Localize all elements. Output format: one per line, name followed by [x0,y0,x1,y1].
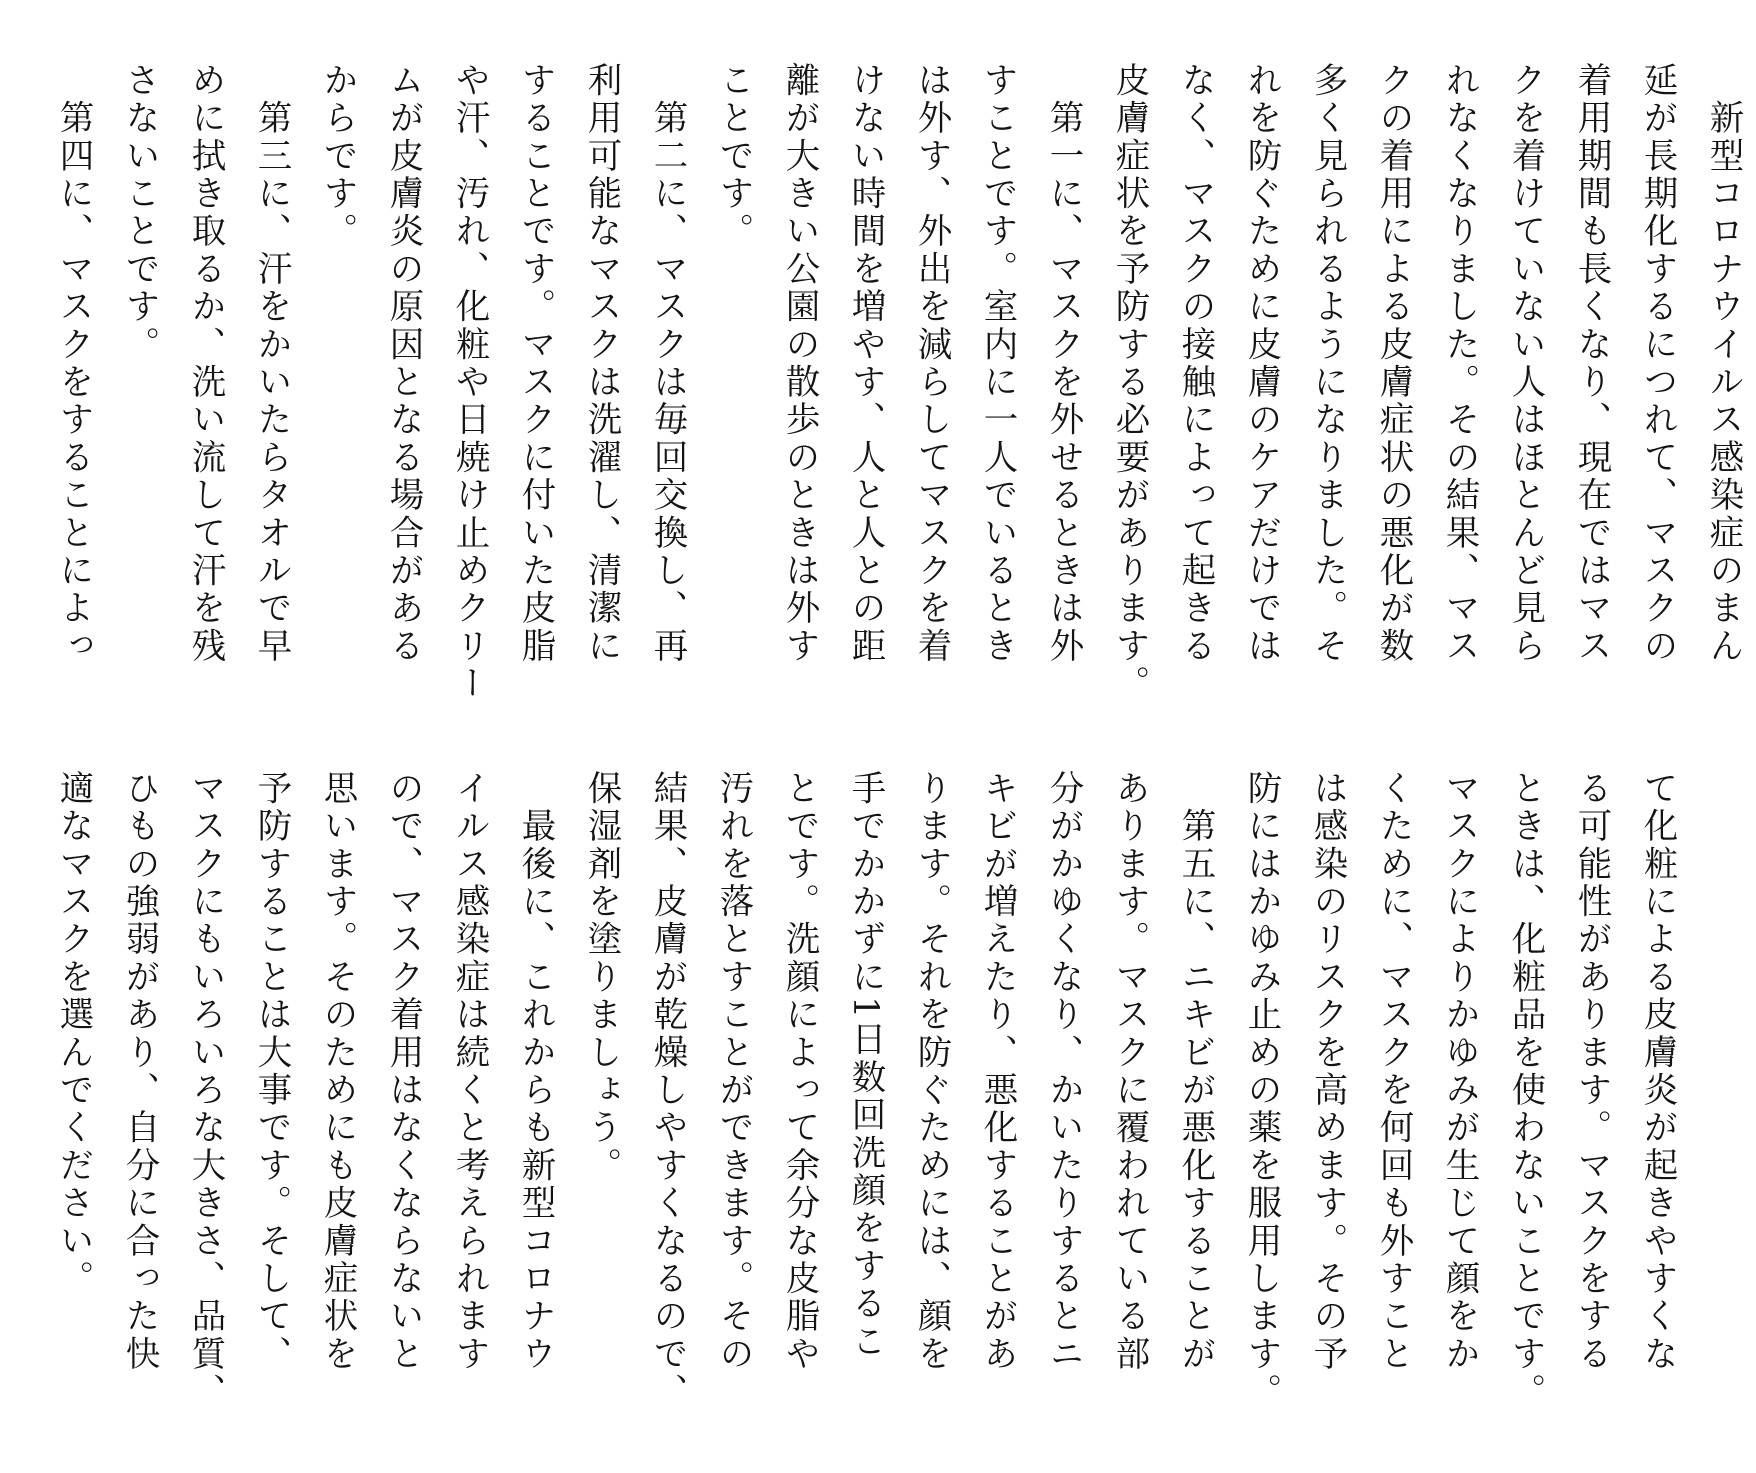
article-lower-text: て化粧による皮膚炎が起きやすくな る可能性があります。マスクをする ときは、化粧品を使わないことです。 マスクによりかゆみが生じて顔をか くために、マスクを何回も外すこと は感染のリスクを高めます。その予 防にはかゆみ止めの薬を服用します。 第五に、ニキビが悪化することが あります。マスクに覆われている部 分がかゆくなり、かいたりするとニ キビが増えたり、悪化することがあ ります。それを防ぐためには、顔を 手でかかずに1日数回洗顔をするこ とです。洗顔によって余分な皮脂や 汚れを落とすことができます。その 結果、皮膚が乾燥しやすくなるので、 保湿剤を塗りましょう。 最後に、これからも新型コロナウ イルス感染症は続くと考えられます ので、マスク着用はなくならないと 思います。そのためにも皮膚症状を 予防することは大事です。そして、 マスクにもいろいろな大きさ、品質、 ひもの強弱があり、自分に合った快 適なマスクを選んでください。 [53,770,1677,1411]
article-lower-tier [40,770,1714,1450]
article-upper-tier [40,62,1743,742]
article-upper-text: 新型コロナウイルス感染症のまん 延が長期化するにつれて、マスクの 着用期間も長くなり、現在ではマス クを着けていない人はほとんど見ら れなくなりました。その結果、マス クの着用による皮膚症状の悪化が数 多く見られるようになりました。そ れを防ぐために皮膚のケアだけでは なく、マスクの接触によって起きる 皮膚症状を予防する必要があります。 第一に、マスクを外せるときは外 すことです。室内に一人でいるとき は外す、外出を減らしてマスクを着 けない時間を増やす、人と人との距 離が大きい公園の散歩のときは外す ことです。 第二に、マスクは毎回交換し、再 利用可能なマスクは洗濯し、清潔に することです。マスクに付いた皮脂 や汗、汚れ、化粧や日焼け止めクリー ムが皮膚炎の原因となる場合がある からです。 第三に、汗をかいたらタオルで早 めに拭き取るか、洗い流して汗を残 さないことです。 第四に、マスクをすることによっ [53,62,1743,703]
